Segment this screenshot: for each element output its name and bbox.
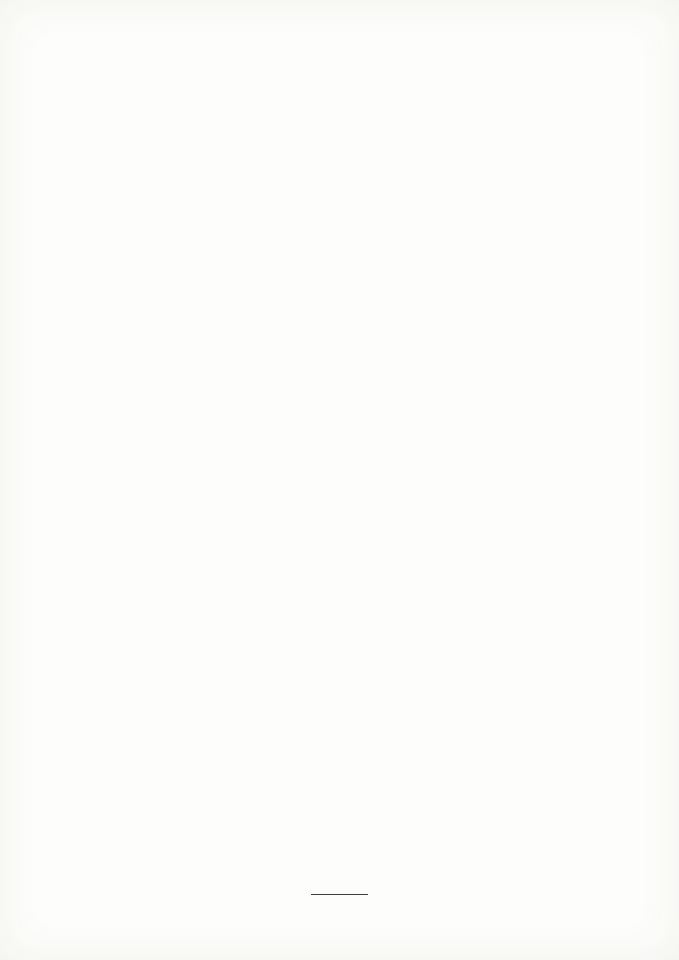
footer-rule <box>311 894 368 895</box>
page-content <box>0 0 679 77</box>
riddle-block <box>63 59 620 77</box>
page-footer <box>0 894 679 898</box>
